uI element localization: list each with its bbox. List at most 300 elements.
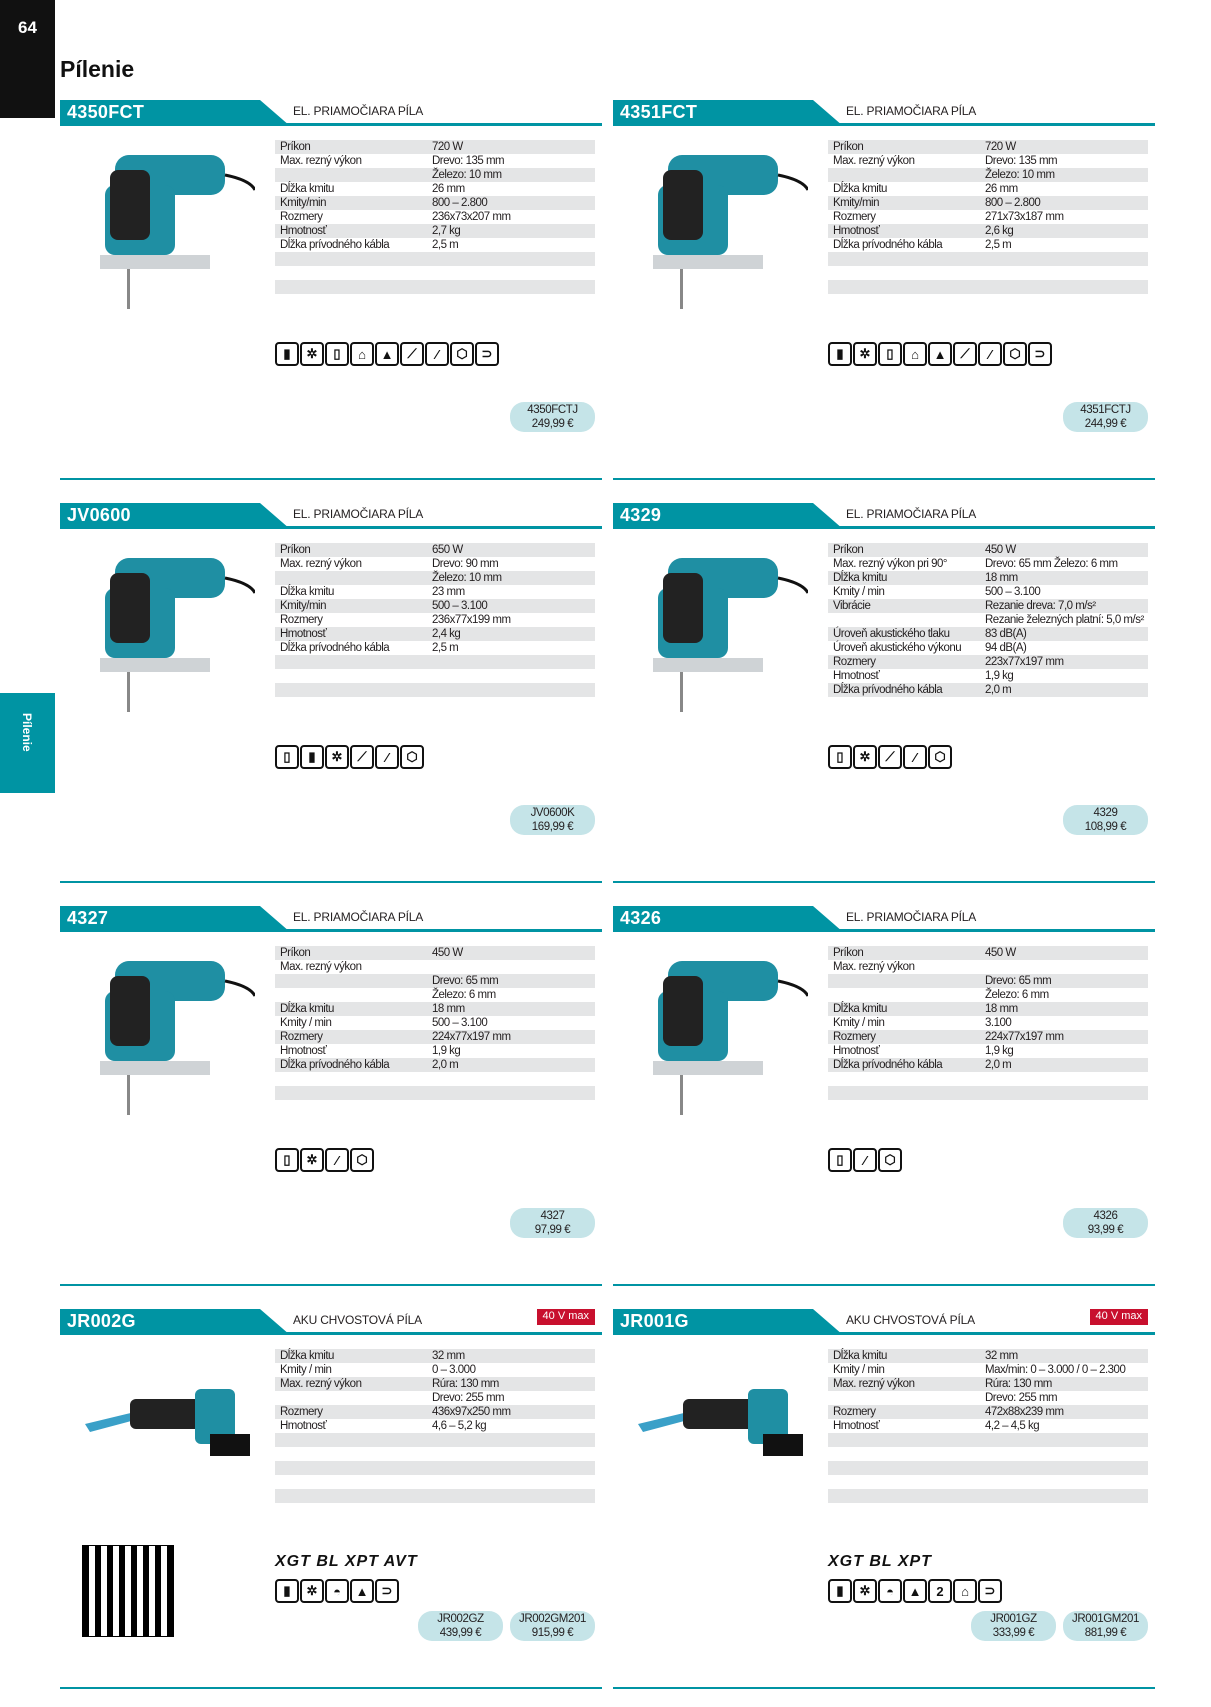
spec-value: 2,0 m [985, 1059, 1012, 1071]
spec-row [275, 1461, 595, 1475]
feature-icons [275, 745, 425, 769]
technology-logos: XGT BL XPT [828, 1553, 932, 1570]
spec-row [828, 1058, 1148, 1072]
spec-value [985, 1475, 1148, 1489]
spec-label: Dĺžka kmitu [280, 586, 334, 598]
fan-icon: ✲ [853, 745, 877, 769]
pendulum-icon: ∕ [325, 1148, 349, 1172]
spec-row [275, 1016, 595, 1030]
spec-value: 800 – 2.800 [985, 197, 1041, 209]
spec-label: Dĺžka kmitu [280, 183, 334, 195]
pendulum-icon: ∕ [375, 745, 399, 769]
spec-row [275, 613, 595, 627]
spec-label [828, 1391, 985, 1405]
spec-label: Kmity/min [280, 197, 326, 209]
spec-value [432, 669, 595, 683]
spec-row [275, 585, 595, 599]
product-card [60, 100, 602, 480]
spec-label [828, 1072, 985, 1086]
suitcase-icon: ▮ [300, 745, 324, 769]
hex-icon: ⬡ [928, 745, 952, 769]
spec-label: Dĺžka prívodného kábla [833, 239, 943, 251]
price-tag[interactable] [418, 1611, 503, 1641]
feature-icons [828, 745, 953, 769]
spec-value: 2,7 kg [432, 225, 461, 237]
hex-icon: ⬡ [1003, 342, 1027, 366]
spec-row [828, 1433, 1148, 1447]
spec-label: Hmotnosť [280, 1045, 327, 1057]
spec-value: 94 dB(A) [985, 642, 1027, 654]
helmet-icon: ◓ [325, 1579, 349, 1603]
hex-icon: ⬡ [450, 342, 474, 366]
spec-value [985, 1447, 1148, 1461]
spec-label [828, 697, 985, 711]
spec-row [275, 557, 595, 571]
product-card [60, 906, 602, 1286]
spec-row [275, 1349, 595, 1363]
spec-value: Rezanie dreva: 7,0 m/s² [985, 600, 1096, 612]
spec-value: 83 dB(A) [985, 628, 1027, 640]
spec-row [828, 1489, 1148, 1503]
spec-label: Max. rezný výkon [833, 961, 915, 973]
price-tag[interactable] [1063, 1208, 1148, 1238]
spec-label: Hmotnosť [280, 628, 327, 640]
spec-label: Dĺžka kmitu [833, 183, 887, 195]
spec-row [828, 280, 1148, 294]
price-value: 881,99 € [1084, 1627, 1127, 1639]
order-code: JR001GM201 [1072, 1613, 1139, 1625]
product-card [613, 100, 1155, 480]
spec-label [275, 1489, 432, 1503]
spec-row [275, 571, 595, 585]
spec-row [828, 1475, 1148, 1489]
mode-icon: ▯ [275, 745, 299, 769]
spec-label [828, 1489, 985, 1503]
spec-value: 1,9 kg [985, 670, 1014, 682]
side-tab-label: Pílenie [20, 713, 34, 752]
spec-label: Rozmery [833, 656, 876, 668]
spec-value: Drevo: 255 mm [985, 1392, 1058, 1404]
price-value: 169,99 € [531, 821, 574, 833]
spec-value: 18 mm [985, 1003, 1018, 1015]
speed-icon: ▲ [350, 1579, 374, 1603]
spec-row [828, 946, 1148, 960]
spec-table [828, 1349, 1148, 1517]
spec-label: Hmotnosť [833, 1045, 880, 1057]
spec-row [828, 1100, 1148, 1114]
spec-row [828, 154, 1148, 168]
spec-row [275, 669, 595, 683]
spec-row [275, 627, 595, 641]
spec-row [828, 1072, 1148, 1086]
spec-label [275, 1072, 432, 1086]
spec-value: 1,9 kg [432, 1045, 461, 1057]
spec-value [432, 266, 595, 280]
spec-value [432, 1447, 595, 1461]
spec-row [828, 238, 1148, 252]
spec-row [828, 627, 1148, 641]
spec-row [828, 697, 1148, 711]
spec-label: Príkon [280, 544, 311, 556]
spec-value [985, 294, 1148, 308]
plug-icon: ⊃ [1028, 342, 1052, 366]
spec-table [828, 946, 1148, 1114]
spec-label [828, 1086, 985, 1100]
spec-value: 720 W [985, 141, 1016, 153]
spec-value [985, 1086, 1148, 1100]
divider [613, 478, 1155, 480]
spec-row [275, 1447, 595, 1461]
suitcase-icon: ▮ [275, 342, 299, 366]
product-card [60, 503, 602, 883]
spec-row [828, 683, 1148, 697]
suitcase-icon: ▮ [828, 1579, 852, 1603]
spec-value [985, 280, 1148, 294]
spec-label: Rozmery [280, 1406, 323, 1418]
spec-label: Hmotnosť [833, 670, 880, 682]
fan-icon: ✲ [300, 1148, 324, 1172]
spec-value: Rezanie železných platní: 5,0 m/s² [985, 614, 1144, 626]
product-category: AKU CHVOSTOVÁ PÍLA [293, 1313, 422, 1327]
hex-icon: ⬡ [350, 1148, 374, 1172]
spec-label [275, 669, 432, 683]
spec-label: Rozmery [833, 1406, 876, 1418]
product-image [628, 951, 808, 1121]
spec-label: Max. rezný výkon [833, 1378, 915, 1390]
divider [60, 881, 602, 883]
spec-label: Rozmery [833, 211, 876, 223]
spec-label: Kmity / min [280, 1364, 332, 1376]
spec-table [828, 140, 1148, 308]
spec-label [275, 294, 432, 308]
spec-row [828, 1503, 1148, 1517]
price-tag[interactable] [1063, 402, 1148, 432]
price-value: 108,99 € [1084, 821, 1127, 833]
spec-label: Kmity/min [280, 600, 326, 612]
spec-row [275, 210, 595, 224]
spec-label: Hmotnosť [833, 225, 880, 237]
model-number: 4327 [67, 908, 109, 928]
product-card [613, 1309, 1155, 1689]
spec-label [275, 252, 432, 266]
spec-value: 436x97x250 mm [432, 1406, 511, 1418]
spec-label: Max. rezný výkon pri 90° [833, 558, 948, 570]
blade-icon: ⟋ [953, 342, 977, 366]
spec-row [828, 988, 1148, 1002]
spec-table [275, 543, 595, 711]
spec-value: 18 mm [985, 572, 1018, 584]
blade-icon: ⟋ [878, 745, 902, 769]
side-tab [0, 693, 55, 793]
spec-row [828, 1447, 1148, 1461]
spec-row [275, 140, 595, 154]
feature-icons [275, 342, 500, 366]
spec-row [828, 1405, 1148, 1419]
spec-label: Rozmery [833, 1031, 876, 1043]
spec-value [985, 266, 1148, 280]
spec-value: 800 – 2.800 [432, 197, 488, 209]
spec-row [275, 1100, 595, 1114]
feature-icons [828, 1148, 903, 1172]
spec-row [828, 641, 1148, 655]
price-tag[interactable] [971, 1611, 1056, 1641]
spec-label [828, 294, 985, 308]
spec-label: Príkon [833, 544, 864, 556]
spec-label [275, 1503, 432, 1517]
product-card [613, 503, 1155, 883]
spec-value: 500 – 3.100 [985, 586, 1041, 598]
speed-icon: ▲ [903, 1579, 927, 1603]
product-image [75, 1354, 255, 1524]
spec-value: Železo: 6 mm [432, 989, 496, 1001]
spec-row [828, 1030, 1148, 1044]
spec-value: 236x73x207 mm [432, 211, 511, 223]
spec-label: Príkon [833, 947, 864, 959]
spec-label [275, 974, 432, 988]
spec-row [828, 655, 1148, 669]
spec-value [432, 683, 595, 697]
product-image [628, 145, 808, 315]
spec-value: 1,9 kg [985, 1045, 1014, 1057]
price-tag[interactable] [1063, 1611, 1148, 1641]
spec-row [828, 1349, 1148, 1363]
price-tag[interactable] [510, 805, 595, 835]
divider [613, 1284, 1155, 1286]
spec-value [432, 1072, 595, 1086]
spec-label: Max. rezný výkon [280, 155, 362, 167]
spec-label: Hmotnosť [280, 225, 327, 237]
spec-label: Dĺžka kmitu [833, 1350, 887, 1362]
spec-label: Kmity / min [280, 1017, 332, 1029]
spec-row [275, 196, 595, 210]
spec-label [275, 168, 432, 182]
spec-label [275, 1447, 432, 1461]
spec-row [275, 683, 595, 697]
spec-row [275, 599, 595, 613]
model-number: 4326 [620, 908, 662, 928]
price-value: 333,99 € [992, 1627, 1035, 1639]
fan-icon: ✲ [853, 342, 877, 366]
spec-label [828, 252, 985, 266]
spec-label [275, 1461, 432, 1475]
spec-row [275, 224, 595, 238]
spec-value: Železo: 6 mm [985, 989, 1049, 1001]
spec-label: Max. rezný výkon [280, 961, 362, 973]
spec-value [432, 294, 595, 308]
price-value: 97,99 € [534, 1224, 571, 1236]
spec-value: 223x77x197 mm [985, 656, 1064, 668]
model-number: JR002G [67, 1311, 136, 1331]
spec-value [432, 960, 595, 974]
spec-row [275, 1002, 595, 1016]
voltage-badge: 40 V max [1090, 1309, 1148, 1325]
spec-value: 2,5 m [432, 642, 459, 654]
spec-row [275, 1419, 595, 1433]
spec-label: Dĺžka kmitu [833, 1003, 887, 1015]
spec-label [828, 988, 985, 1002]
spec-row [828, 294, 1148, 308]
spec-row [828, 599, 1148, 613]
spec-value: 472x88x239 mm [985, 1406, 1064, 1418]
spec-row [275, 543, 595, 557]
spec-value [985, 1503, 1148, 1517]
model-number: JR001G [620, 1311, 689, 1331]
model-number: 4350FCT [67, 102, 145, 122]
spec-value [432, 1086, 595, 1100]
dust-icon: ⌂ [953, 1579, 977, 1603]
two-icon: 2 [928, 1579, 952, 1603]
spec-label [828, 1503, 985, 1517]
spec-value [432, 697, 595, 711]
spec-label: Dĺžka kmitu [280, 1003, 334, 1015]
blade-icon: ⟋ [350, 745, 374, 769]
order-code: 4351FCTJ [1080, 404, 1131, 416]
spec-label: Dĺžka prívodného kábla [280, 239, 390, 251]
spec-label: Dĺžka kmitu [833, 572, 887, 584]
spec-value [985, 1100, 1148, 1114]
spec-label: Max. rezný výkon [280, 558, 362, 570]
spec-value: 4,6 – 5,2 kg [432, 1420, 487, 1432]
spec-row [275, 1405, 595, 1419]
fan-icon: ✲ [300, 342, 324, 366]
spec-value: Drevo: 135 mm [432, 155, 505, 167]
blade-icon: ⟋ [400, 342, 424, 366]
spec-value [985, 1461, 1148, 1475]
spec-value: 2,0 m [432, 1059, 459, 1071]
spec-row [828, 585, 1148, 599]
spec-value [985, 1433, 1148, 1447]
price-tag[interactable] [510, 1611, 595, 1641]
spec-value: Drevo: 65 mm [985, 975, 1052, 987]
spec-label [275, 266, 432, 280]
spec-row [828, 1086, 1148, 1100]
price-value: 439,99 € [439, 1627, 482, 1639]
mode-icon: ▯ [828, 1148, 852, 1172]
product-category: EL. PRIAMOČIARA PÍLA [293, 910, 424, 924]
spec-value: 720 W [432, 141, 463, 153]
spec-row [275, 238, 595, 252]
spec-label: Úroveň akustického tlaku [833, 628, 950, 640]
spec-label [275, 1475, 432, 1489]
spec-value: Železo: 10 mm [985, 169, 1055, 181]
spec-label: Dĺžka prívodného kábla [280, 1059, 390, 1071]
spec-row [275, 1044, 595, 1058]
spec-label: Vibrácie [833, 600, 871, 612]
price-value: 244,99 € [1084, 418, 1127, 430]
spec-label: Kmity / min [833, 1364, 885, 1376]
spec-value: 650 W [432, 544, 463, 556]
product-header [60, 100, 602, 126]
order-code: 4350FCTJ [527, 404, 578, 416]
spec-label: Hmotnosť [280, 1420, 327, 1432]
spec-value: 0 – 3.000 [432, 1364, 476, 1376]
spec-label [275, 1100, 432, 1114]
price-tag[interactable] [510, 1208, 595, 1238]
price-value: 93,99 € [1087, 1224, 1124, 1236]
spec-label: Kmity / min [833, 1017, 885, 1029]
feature-icons [275, 1148, 375, 1172]
divider [60, 478, 602, 480]
spec-label [275, 1391, 432, 1405]
divider [60, 1687, 602, 1689]
spec-row [275, 960, 595, 974]
spec-row [275, 266, 595, 280]
spec-label: Dĺžka kmitu [280, 1350, 334, 1362]
spec-value: 450 W [432, 947, 463, 959]
spec-value: Železo: 10 mm [432, 572, 502, 584]
spec-value: 2,5 m [985, 239, 1012, 251]
spec-row [828, 669, 1148, 683]
spec-label: Rozmery [280, 1031, 323, 1043]
spec-value: Drevo: 135 mm [985, 155, 1058, 167]
spec-row [828, 960, 1148, 974]
spec-row [275, 697, 595, 711]
spec-row [828, 1377, 1148, 1391]
spec-value: Železo: 10 mm [432, 169, 502, 181]
plug-icon: ⊃ [978, 1579, 1002, 1603]
divider [613, 1687, 1155, 1689]
spec-row [275, 182, 595, 196]
pendulum-icon: ∕ [425, 342, 449, 366]
spec-row [828, 1002, 1148, 1016]
product-category: AKU CHVOSTOVÁ PÍLA [846, 1313, 975, 1327]
spec-value: Drevo: 90 mm [432, 558, 499, 570]
spec-row [275, 655, 595, 669]
dust-icon: ⌂ [903, 342, 927, 366]
price-value: 915,99 € [531, 1627, 574, 1639]
spec-row [828, 557, 1148, 571]
price-tag[interactable] [510, 402, 595, 432]
spec-value: 26 mm [985, 183, 1018, 195]
spec-row [828, 1419, 1148, 1433]
spec-label [275, 1086, 432, 1100]
spec-value: 2,5 m [432, 239, 459, 251]
spec-value [985, 252, 1148, 266]
order-code: 4326 [1093, 1210, 1118, 1222]
spec-table [275, 946, 595, 1114]
spec-label [828, 280, 985, 294]
spec-label: Hmotnosť [833, 1420, 880, 1432]
fan-icon: ✲ [300, 1579, 324, 1603]
hex-icon: ⬡ [878, 1148, 902, 1172]
mode-icon: ▯ [878, 342, 902, 366]
spec-row [275, 988, 595, 1002]
spec-label [828, 974, 985, 988]
page-number: 64 [0, 0, 55, 118]
spec-value: 450 W [985, 544, 1016, 556]
spec-row [275, 1433, 595, 1447]
spec-row [275, 1489, 595, 1503]
order-code: 4329 [1093, 807, 1118, 819]
feature-icons [828, 1579, 1003, 1603]
price-tag[interactable] [1063, 805, 1148, 835]
spec-value: Rúra: 130 mm [432, 1378, 499, 1390]
spec-row [828, 613, 1148, 627]
spec-label: Dĺžka prívodného kábla [833, 684, 943, 696]
spec-row [275, 1030, 595, 1044]
spec-label [828, 1447, 985, 1461]
spec-row [275, 1363, 595, 1377]
qr-code[interactable] [82, 1545, 174, 1637]
spec-row [275, 1058, 595, 1072]
spec-label: Rozmery [280, 211, 323, 223]
spec-value: 500 – 3.100 [432, 1017, 488, 1029]
spec-label [275, 655, 432, 669]
spec-label: Kmity / min [833, 586, 885, 598]
order-code: JR001GZ [990, 1613, 1037, 1625]
spec-row [275, 1475, 595, 1489]
hex-icon: ⬡ [400, 745, 424, 769]
